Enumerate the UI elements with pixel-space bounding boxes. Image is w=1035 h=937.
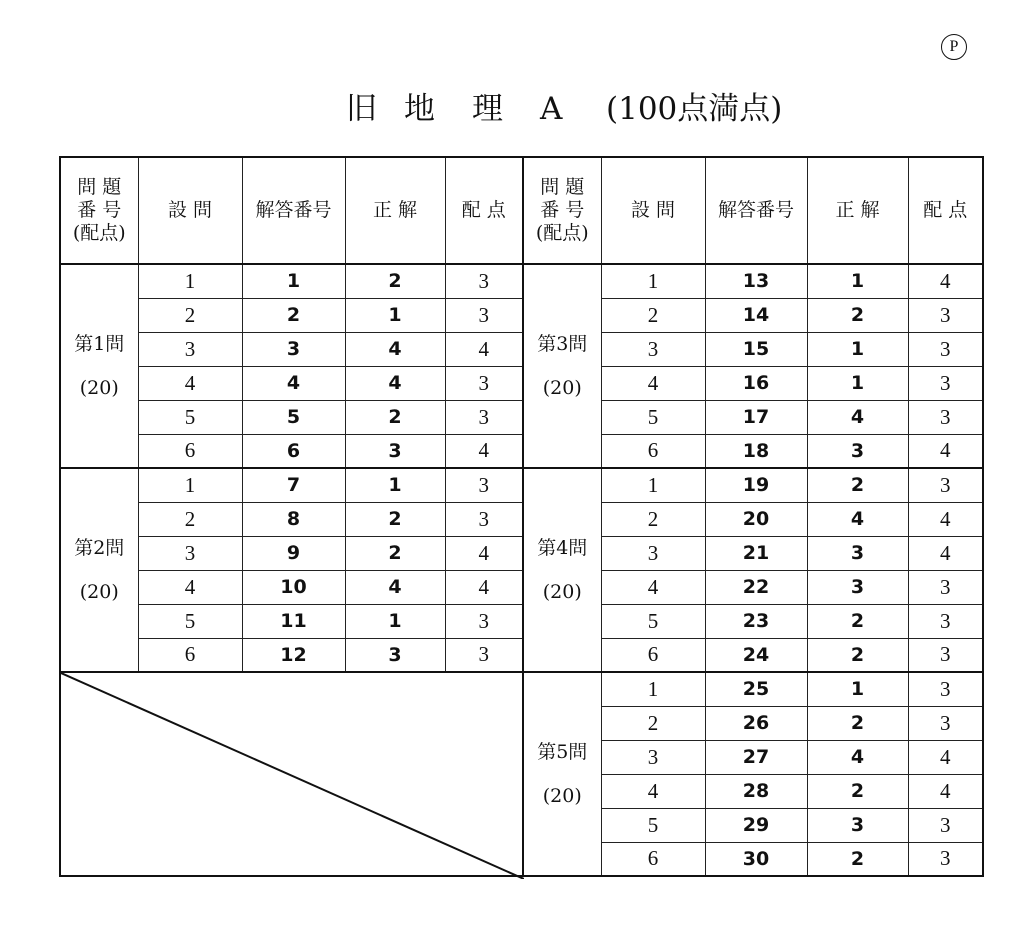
- points-cell: 4: [908, 264, 983, 298]
- sub-question-cell: 2: [138, 298, 242, 332]
- points-cell: 3: [445, 604, 523, 638]
- correct-answer-cell: 3: [807, 536, 908, 570]
- points-cell: 3: [908, 400, 983, 434]
- sub-question-cell: 4: [138, 570, 242, 604]
- header-q2-right: 番 号: [540, 199, 585, 221]
- table-row: [60, 468, 983, 502]
- answer-number-cell: 30: [705, 842, 807, 876]
- answer-number-cell: 16: [705, 366, 807, 400]
- points-cell: 3: [445, 400, 523, 434]
- header-question-group-right: [523, 157, 601, 264]
- sub-question-cell: 4: [601, 570, 705, 604]
- correct-answer-cell: 2: [807, 706, 908, 740]
- answer-number-cell: 5: [242, 400, 345, 434]
- title-char-2: 地: [404, 91, 435, 127]
- sub-question-cell: 2: [138, 502, 242, 536]
- points-cell: 3: [445, 366, 523, 400]
- points-cell: 3: [445, 638, 523, 672]
- header-question-group-left: [60, 157, 138, 264]
- points-cell: 3: [908, 842, 983, 876]
- sub-question-cell: 5: [138, 604, 242, 638]
- answer-number-cell: 21: [705, 536, 807, 570]
- answer-number-cell: 4: [242, 366, 345, 400]
- answer-number-cell: 27: [705, 740, 807, 774]
- correct-answer-cell: 3: [345, 638, 445, 672]
- correct-answer-cell: 1: [345, 298, 445, 332]
- points-cell: 3: [445, 264, 523, 298]
- question-name: 第4問: [537, 537, 588, 559]
- points-cell: 4: [908, 774, 983, 808]
- points-cell: 3: [445, 502, 523, 536]
- sub-question-cell: 3: [138, 332, 242, 366]
- answer-number-cell: 29: [705, 808, 807, 842]
- question-points: (20): [542, 377, 582, 399]
- table-row: [60, 298, 983, 332]
- sub-question-cell: 6: [601, 434, 705, 468]
- title-char-3: 理: [472, 91, 503, 127]
- header-q1-left: 問 題: [77, 176, 122, 198]
- correct-answer-cell: 2: [807, 842, 908, 876]
- answer-grid: [59, 156, 984, 877]
- answer-number-cell: 15: [705, 332, 807, 366]
- table-row: [60, 502, 983, 536]
- correct-answer-cell: 1: [807, 366, 908, 400]
- header-q1-right: 問 題: [540, 176, 585, 198]
- sub-question-cell: 1: [138, 468, 242, 502]
- header-correct-right: 正 解: [807, 157, 908, 264]
- table-row: [60, 638, 983, 672]
- correct-answer-cell: 2: [807, 774, 908, 808]
- answer-number-cell: 7: [242, 468, 345, 502]
- answer-number-cell: 8: [242, 502, 345, 536]
- question-group-4: [523, 468, 601, 672]
- table-row: [60, 332, 983, 366]
- correct-answer-cell: 4: [345, 570, 445, 604]
- points-cell: 4: [908, 740, 983, 774]
- header-answer-no-left: 解答番号: [242, 157, 345, 264]
- header-q3-right: (配点): [535, 222, 589, 244]
- points-cell: 3: [908, 366, 983, 400]
- header-q2-left: 番 号: [77, 199, 122, 221]
- diagonal-line: [61, 673, 524, 879]
- points-cell: 3: [908, 332, 983, 366]
- correct-answer-cell: 4: [807, 400, 908, 434]
- correct-answer-cell: 3: [345, 434, 445, 468]
- correct-answer-cell: 4: [345, 366, 445, 400]
- sub-question-cell: 1: [601, 468, 705, 502]
- points-cell: 3: [908, 604, 983, 638]
- sub-question-cell: 5: [601, 604, 705, 638]
- answer-number-cell: 10: [242, 570, 345, 604]
- sub-question-cell: 4: [601, 774, 705, 808]
- points-cell: 3: [445, 298, 523, 332]
- table-row: [60, 604, 983, 638]
- correct-answer-cell: 1: [807, 264, 908, 298]
- title-char-1: 旧: [346, 91, 377, 127]
- answer-number-cell: 23: [705, 604, 807, 638]
- sub-question-cell: 1: [601, 264, 705, 298]
- sub-question-cell: 5: [138, 400, 242, 434]
- question-group-3: [523, 264, 601, 468]
- answer-number-cell: 20: [705, 502, 807, 536]
- title-char-4: A: [540, 91, 563, 127]
- question-points: (20): [542, 581, 582, 603]
- correct-answer-cell: 2: [807, 638, 908, 672]
- sub-question-cell: 3: [138, 536, 242, 570]
- blank-crossed-area: [60, 672, 523, 876]
- answer-number-cell: 28: [705, 774, 807, 808]
- header-points-right: 配 点: [908, 157, 983, 264]
- correct-answer-cell: 2: [345, 400, 445, 434]
- table-row: [60, 434, 983, 468]
- answer-number-cell: 6: [242, 434, 345, 468]
- answer-table-body: [60, 157, 983, 876]
- correct-answer-cell: 1: [807, 672, 908, 706]
- correct-answer-cell: 4: [807, 740, 908, 774]
- points-cell: 4: [445, 536, 523, 570]
- correct-answer-cell: 1: [345, 604, 445, 638]
- correct-answer-cell: 3: [807, 808, 908, 842]
- points-cell: 4: [445, 570, 523, 604]
- sub-question-cell: 1: [138, 264, 242, 298]
- answer-number-cell: 26: [705, 706, 807, 740]
- question-name: 第1問: [74, 333, 125, 355]
- sub-question-cell: 6: [138, 434, 242, 468]
- sub-question-cell: 6: [601, 842, 705, 876]
- correct-answer-cell: 2: [807, 468, 908, 502]
- table-row: [60, 400, 983, 434]
- answer-number-cell: 22: [705, 570, 807, 604]
- points-cell: 3: [908, 706, 983, 740]
- question-group-2: [60, 468, 138, 672]
- points-cell: 3: [908, 468, 983, 502]
- correct-answer-cell: 2: [807, 604, 908, 638]
- correct-answer-cell: 3: [807, 570, 908, 604]
- question-name: 第5問: [537, 741, 588, 763]
- question-name: 第2問: [74, 537, 125, 559]
- correct-answer-cell: 1: [345, 468, 445, 502]
- question-name: 第3問: [537, 333, 588, 355]
- sub-question-cell: 4: [601, 366, 705, 400]
- points-cell: 3: [908, 298, 983, 332]
- correct-answer-cell: 3: [807, 434, 908, 468]
- table-row: [60, 366, 983, 400]
- answer-number-cell: 2: [242, 298, 345, 332]
- points-cell: 4: [445, 434, 523, 468]
- answer-number-cell: 17: [705, 400, 807, 434]
- answer-table: [59, 156, 982, 890]
- sub-question-cell: 5: [601, 400, 705, 434]
- points-cell: 3: [445, 468, 523, 502]
- points-cell: 4: [908, 536, 983, 570]
- question-group-1: [60, 264, 138, 468]
- table-row: [60, 570, 983, 604]
- question-points: (20): [79, 581, 119, 603]
- sub-question-cell: 3: [601, 740, 705, 774]
- answer-number-cell: 9: [242, 536, 345, 570]
- correct-answer-cell: 1: [807, 332, 908, 366]
- answer-number-cell: 12: [242, 638, 345, 672]
- answer-number-cell: 18: [705, 434, 807, 468]
- question-group-5: [523, 672, 601, 876]
- sub-question-cell: 3: [601, 536, 705, 570]
- table-row: [60, 264, 983, 298]
- answer-number-cell: 1: [242, 264, 345, 298]
- sub-question-cell: 6: [138, 638, 242, 672]
- answer-number-cell: 14: [705, 298, 807, 332]
- table-row: [60, 672, 983, 706]
- header-correct-left: 正 解: [345, 157, 445, 264]
- points-cell: 3: [908, 808, 983, 842]
- sub-question-cell: 2: [601, 502, 705, 536]
- sub-question-cell: 1: [601, 672, 705, 706]
- header-sub-left: 設 問: [138, 157, 242, 264]
- sub-question-cell: 6: [601, 638, 705, 672]
- correct-answer-cell: 2: [807, 298, 908, 332]
- points-cell: 4: [908, 502, 983, 536]
- answer-number-cell: 25: [705, 672, 807, 706]
- points-cell: 3: [908, 570, 983, 604]
- points-cell: 4: [445, 332, 523, 366]
- diagonal-line-graphic: [61, 673, 524, 879]
- correct-answer-cell: 2: [345, 502, 445, 536]
- points-cell: 3: [908, 638, 983, 672]
- correct-answer-cell: 2: [345, 264, 445, 298]
- table-row: [60, 536, 983, 570]
- points-cell: 3: [908, 672, 983, 706]
- answer-number-cell: 3: [242, 332, 345, 366]
- answer-number-cell: 19: [705, 468, 807, 502]
- correct-answer-cell: 4: [807, 502, 908, 536]
- answer-number-cell: 13: [705, 264, 807, 298]
- correct-answer-cell: 4: [345, 332, 445, 366]
- page-title: [346, 86, 906, 132]
- header-sub-right: 設 問: [601, 157, 705, 264]
- sub-question-cell: 5: [601, 808, 705, 842]
- answer-number-cell: 24: [705, 638, 807, 672]
- sub-question-cell: 2: [601, 706, 705, 740]
- page-mark: P: [941, 34, 967, 60]
- title-score-note: (100点満点): [606, 91, 783, 127]
- question-points: (20): [542, 785, 582, 807]
- header-answer-no-right: 解答番号: [705, 157, 807, 264]
- header-q3-left: (配点): [72, 222, 126, 244]
- sub-question-cell: 3: [601, 332, 705, 366]
- answer-number-cell: 11: [242, 604, 345, 638]
- sub-question-cell: 2: [601, 298, 705, 332]
- header-points-left: 配 点: [445, 157, 523, 264]
- correct-answer-cell: 2: [345, 536, 445, 570]
- points-cell: 4: [908, 434, 983, 468]
- question-points: (20): [79, 377, 119, 399]
- sub-question-cell: 4: [138, 366, 242, 400]
